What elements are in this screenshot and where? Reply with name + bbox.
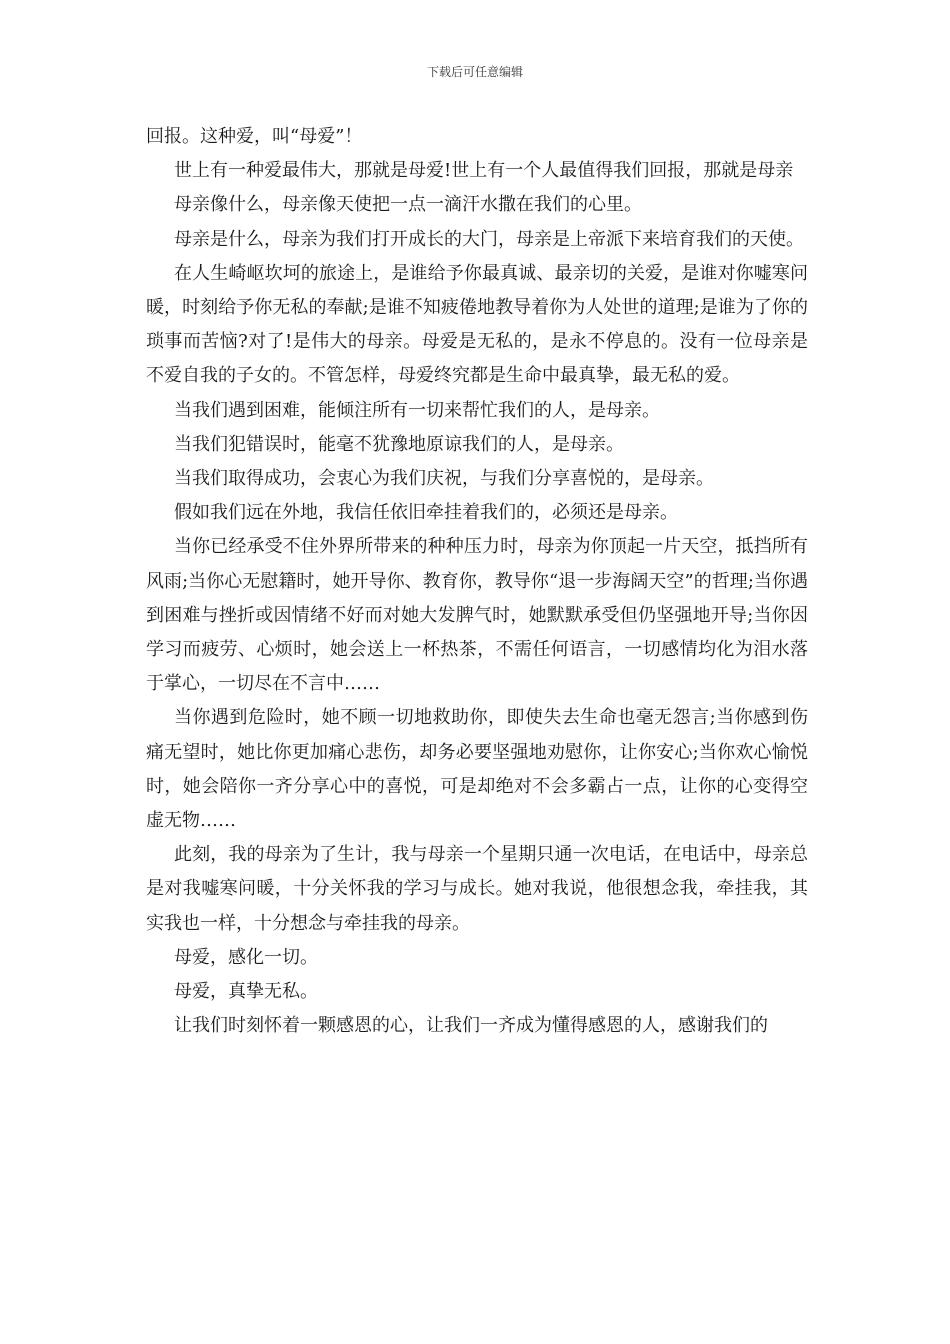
paragraph: 当你已经承受不住外界所带来的种种压力时，母亲为你顶起一片天空，抵挡所有风雨;当你心无慰籍时，她开导你、教育你，教导你“退一步海阔天空”的哲理;当你遇到困难与挫折或因情绪不好而对她大发脾气时，她默默承受但仍坚强地开导;当你因学习而疲劳、心烦时，她会送上一杯热茶，不需任何语言，一切感情均化为泪水落于掌心，一切尽在不言中…… bbox=[146, 536, 808, 695]
paragraph: 在人生崎岖坎坷的旅途上，是谁给予你最真诚、最亲切的关爱，是谁对你嘘寒问暖，时刻给予你无私的奉献;是谁不知疲倦地教导着你为人处世的道理;是谁为了你的琐事而苦恼?对了!是伟大的母亲。母爱是无私的，是永不停息的。没有一位母亲是不爱自我的子女的。不管怎样，母爱终究都是生命中最真挚，最无私的爱。 bbox=[146, 262, 808, 387]
paragraph: 母亲是什么，母亲为我们打开成长的大门，母亲是上帝派下来培育我们的天使。 bbox=[174, 228, 804, 250]
paragraph: 世上有一种爱最伟大，那就是母爱!世上有一个人最值得我们回报，那就是母亲 bbox=[174, 160, 794, 182]
paragraph: 母亲像什么，母亲像天使把一点一滴汗水撒在我们的心里。 bbox=[174, 194, 642, 216]
paragraph: 此刻，我的母亲为了生计，我与母亲一个星期只通一次电话，在电话中，母亲总是对我嘘寒问暖，十分关怀我的学习与成长。她对我说，他很想念我，牵挂我，其实我也一样，十分想念与牵挂我的母亲。 bbox=[146, 844, 808, 934]
paragraph: 让我们时刻怀着一颗感恩的心，让我们一齐成为懂得感恩的人，感谢我们的 bbox=[174, 1015, 768, 1037]
paragraph: 母爱，感化一切。 bbox=[174, 946, 318, 968]
paragraph: 当你遇到危险时，她不顾一切地救助你，即使失去生命也毫无怨言;当你感到伤痛无望时，她比你更加痛心悲伤，却务必要坚强地劝慰你，让你安心;当你欢心愉悦时，她会陪你一齐分享心中的喜悦，可是却绝对不会多霸占一点，让你的心变得空虚无物…… bbox=[146, 707, 808, 832]
paragraph: 母爱，真挚无私。 bbox=[174, 981, 318, 1003]
paragraph: 当我们犯错误时，能毫不犹豫地原谅我们的人，是母亲。 bbox=[174, 433, 624, 455]
paragraph-continuation: 回报。这种爱，叫“母爱”！ bbox=[146, 126, 363, 147]
document-body bbox=[146, 120, 808, 1043]
page-header: 下载后可任意编辑 bbox=[426, 65, 523, 79]
paragraph: 当我们遇到困难，能倾注所有一切来帮忙我们的人，是母亲。 bbox=[174, 399, 660, 421]
paragraph: 假如我们远在外地，我信任依旧牵挂着我们的，必须还是母亲。 bbox=[174, 502, 678, 524]
paragraph: 当我们取得成功，会衷心为我们庆祝，与我们分享喜悦的，是母亲。 bbox=[174, 468, 714, 490]
